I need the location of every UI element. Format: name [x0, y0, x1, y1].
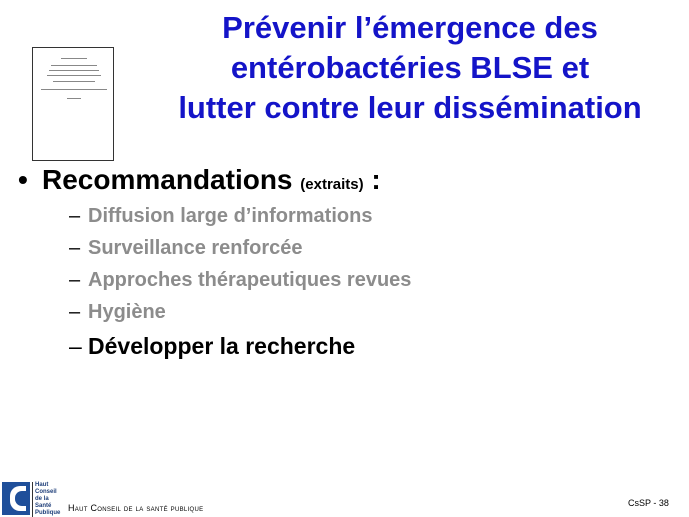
footer-org-name: Haut Conseil de la santé publique — [68, 503, 204, 513]
hcsp-logo — [2, 482, 64, 515]
sub-item — [69, 301, 166, 324]
logo-line: Santé — [35, 503, 52, 509]
main-bullet-note: (extraits) — [300, 176, 364, 193]
logo-mark-icon — [2, 482, 30, 515]
sub-item — [69, 269, 411, 292]
sub-item-text: Hygiène — [88, 301, 166, 323]
logo-wordmark — [32, 482, 64, 517]
dash: – — [69, 237, 81, 259]
sub-item-text: Approches thérapeutiques revues — [88, 269, 412, 291]
sub-item-text: Surveillance renforcée — [88, 237, 303, 259]
bullet-symbol: • — [18, 164, 28, 195]
dash: – — [69, 333, 82, 359]
dash: – — [69, 301, 81, 323]
title-line-2: entérobactéries BLSE et — [230, 50, 590, 85]
main-bullet-text: Recommandations — [42, 164, 293, 195]
main-bullet-colon: : — [371, 164, 381, 195]
sub-item-text: Développer la recherche — [88, 333, 356, 359]
logo-line: Conseil de la — [35, 489, 57, 502]
sub-item-text: Diffusion large d’informations — [88, 205, 373, 227]
page-number: CsSP - 38 — [628, 498, 669, 508]
report-thumbnail — [32, 47, 114, 161]
dash: – — [69, 269, 81, 291]
sub-item — [69, 237, 303, 260]
slide-title — [140, 8, 680, 128]
sub-item — [69, 205, 372, 228]
title-line-3: lutter contre leur dissémination — [178, 90, 642, 125]
logo-line: Haut — [35, 482, 49, 488]
main-bullet — [18, 164, 381, 196]
dash: – — [69, 205, 81, 227]
title-line-1: Prévenir l’émergence des — [222, 10, 598, 45]
sub-item-highlight — [69, 333, 355, 360]
logo-line: Publique — [35, 510, 61, 516]
